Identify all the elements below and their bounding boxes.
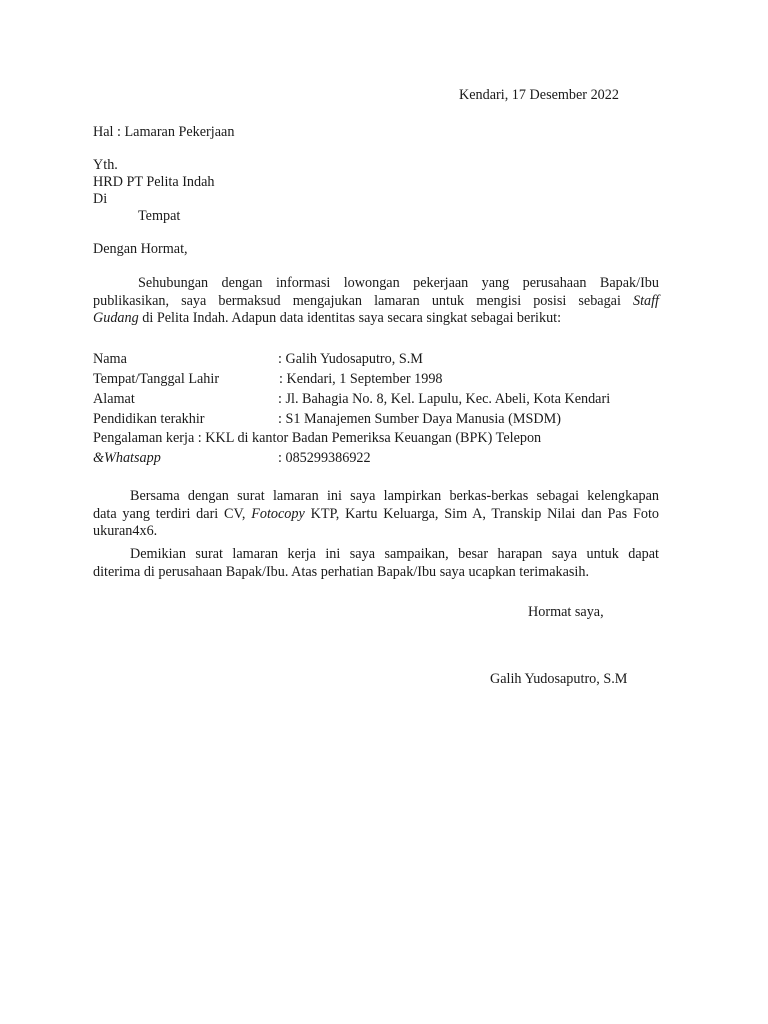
attachments-line-2	[93, 506, 659, 524]
identity-phone-value: : 085299386922	[278, 450, 371, 466]
identity-address-value: : Jl. Bahagia No. 8, Kel. Lapulu, Kec. Abeli, Kota Kendari	[278, 391, 611, 407]
salutation: Dengan Hormat,	[93, 241, 188, 257]
identity-education-value: : S1 Manajemen Sumber Daya Manusia (MSDM)	[278, 411, 561, 427]
intro-position-staff: Staff	[632, 292, 659, 309]
intro-line-2	[93, 293, 659, 311]
recipient-di: Di	[93, 191, 108, 207]
recipient-place: Tempat	[138, 208, 181, 224]
closing-line-1: Demikian surat lamaran kerja ini saya sampaikan, besar harapan saya untuk dapat	[130, 546, 659, 562]
signature-name: Galih Yudosaputro, S.M	[490, 671, 628, 687]
attachments-paragraph	[93, 488, 659, 541]
signature-greeting: Hormat saya,	[528, 604, 604, 620]
recipient-greeting: Yth.	[93, 157, 118, 173]
identity-name-label: Nama	[93, 351, 127, 367]
closing-line-2: diterima di perusahaan Bapak/Ibu. Atas perhatian Bapak/Ibu saya ucapkan terimakasih.	[93, 563, 589, 580]
closing-paragraph	[93, 546, 659, 581]
place-date: Kendari, 17 Desember 2022	[459, 87, 619, 103]
intro-line-2-text: publikasikan, saya bermaksud mengajukan lamaran untuk mengisi posisi sebagai	[93, 292, 621, 309]
identity-birth-value: : Kendari, 1 September 1998	[279, 371, 443, 387]
attachments-line-2-pre: data yang terdiri dari CV,	[93, 505, 252, 522]
identity-experience-line: Pengalaman kerja : KKL di kantor Badan Pemeriksa Keuangan (BPK) Telepon	[93, 430, 542, 446]
attachments-line-2-post: KTP, Kartu Keluarga, Sim A, Transkip Nilai dan Pas Foto	[304, 505, 659, 522]
identity-address-label: Alamat	[93, 391, 135, 407]
letter-subject: Hal : Lamaran Pekerjaan	[93, 124, 235, 140]
recipient-company: HRD PT Pelita Indah	[93, 174, 215, 190]
intro-line-1: Sehubungan dengan informasi lowongan pekerjaan yang perusahaan Bapak/Ibu	[138, 275, 659, 291]
intro-line-3	[93, 310, 659, 328]
intro-line-3-text: di Pelita Indah. Adapun data identitas saya secara singkat sebagai berikut:	[138, 310, 562, 326]
identity-birth-label: Tempat/Tanggal Lahir	[93, 371, 220, 387]
attachments-line-3: ukuran4x6.	[93, 523, 158, 539]
attachments-fotocopy: Fotocopy	[251, 505, 305, 522]
intro-position-gudang: Gudang	[93, 310, 139, 326]
identity-phone-label: &Whatsapp	[93, 450, 161, 466]
identity-name-value: : Galih Yudosaputro, S.M	[278, 351, 423, 367]
intro-paragraph	[93, 275, 659, 328]
identity-education-label: Pendidikan terakhir	[93, 411, 205, 427]
attachments-line-1: Bersama dengan surat lamaran ini saya lampirkan berkas-berkas sebagai kelengkapan	[130, 488, 659, 504]
